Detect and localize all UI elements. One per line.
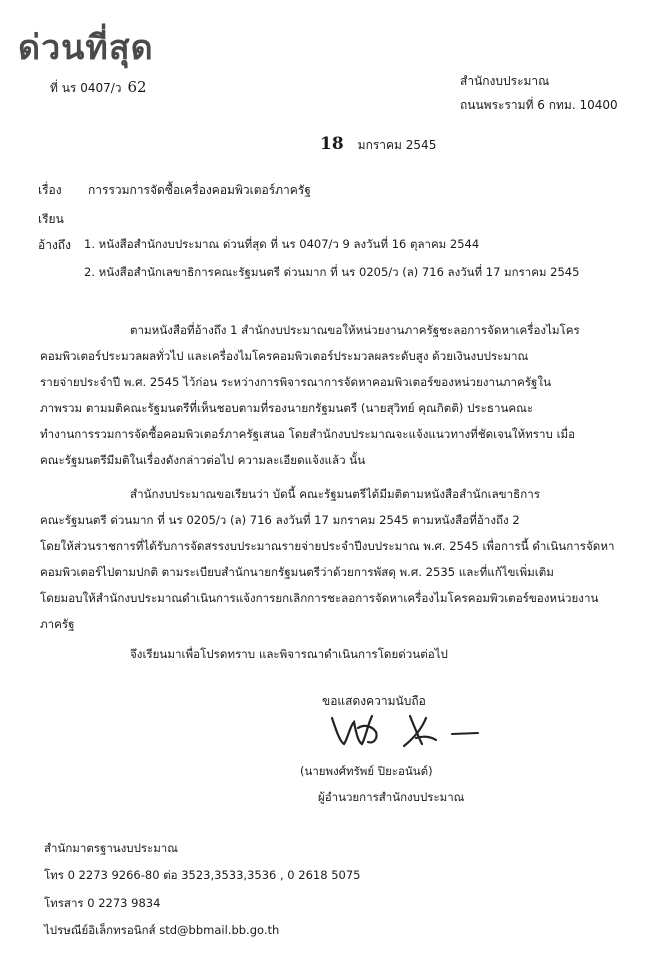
date-day: 18 — [320, 134, 344, 154]
body-para1-line-6: คณะรัฐมนตรีมีมติในเรื่องดังกล่าวต่อไป ความละเอียดแจ้งแล้ว นั้น — [40, 453, 366, 467]
references-label: อ้างถึง — [38, 238, 71, 252]
handwritten-signature — [318, 708, 488, 752]
subject-label: เรื่อง — [38, 183, 62, 197]
letter-date — [320, 134, 436, 155]
footer-fax: โทรสาร 0 2273 9834 — [44, 896, 161, 910]
body-para1-line-3: รายจ่ายประจำปี พ.ศ. 2545 ไว้ก่อน ระหว่างการพิจารณาการจัดหาคอมพิวเตอร์ของหน่วยงานภาครัฐใน — [40, 375, 552, 389]
reference-handwritten-number: 62 — [127, 78, 147, 96]
footer-phone: โทร 0 2273 9266-80 ต่อ 3523,3533,3536 , 0 2618 5075 — [44, 868, 361, 882]
reference-item-2: 2. หนังสือสำนักเลขาธิการคณะรัฐมนตรี ด่วนมาก ที่ นร 0205/ว (ล) 716 ลงวันที่ 17 มกราคม 2545 — [84, 265, 580, 279]
body-para2-line-4: คอมพิวเตอร์ไปตามปกติ ตามระเบียบสำนักนายกรัฐมนตรีว่าด้วยการพัสดุ พ.ศ. 2535 และที่แก้ไขเพิ่มเติม — [40, 565, 554, 579]
body-para3: จึงเรียนมาเพื่อโปรดทราบ และพิจารณาดำเนินการโดยด่วนต่อไป — [130, 647, 448, 661]
body-para2-line-6: ภาครัฐ — [40, 617, 75, 631]
reference-prefix: ที่ นร 0407/ว — [50, 81, 122, 95]
body-para2-line-2: คณะรัฐมนตรี ด่วนมาก ที่ นร 0205/ว (ล) 716 ลงวันที่ 17 มกราคม 2545 ตามหนังสือที่อ้างถึง 2 — [40, 513, 520, 527]
urgent-stamp: ด่วนที่สุด — [18, 28, 154, 68]
footer-email: ไปรษณีย์อิเล็กทรอนิกส์ std@bbmail.bb.go.th — [44, 923, 280, 937]
body-para2-line-5: โดยมอบให้สำนักงบประมาณดำเนินการแจ้งการยกเลิกการชะลอการจัดหาเครื่องไมโครคอมพิวเตอร์ของหน่วยงาน — [40, 591, 599, 605]
body-para1-line-4: ภาพรวม ตามมติคณะรัฐมนตรีที่เห็นชอบตามที่รองนายกรัฐมนตรี (นายสุวิทย์ คุณกิตติ) ประธานคณะ — [40, 401, 534, 415]
closing-phrase: ขอแสดงความนับถือ — [322, 694, 426, 708]
recipient-label: เรียน — [38, 212, 64, 226]
body-para2-line-3: โดยให้ส่วนราชการที่ได้รับการจัดสรรงบประมาณรายจ่ายประจำปีงบประมาณ พ.ศ. 2545 เพื่อการนี้ ดำเนินการจัดหา — [40, 539, 615, 553]
signer-title: ผู้อำนวยการสำนักงบประมาณ — [318, 790, 465, 804]
body-para1-line-5: ทำงานการรวมการจัดซื้อคอมพิวเตอร์ภาครัฐเสนอ โดยสำนักงบประมาณจะแจ้งแนวทางที่ชัดเจนให้ทราบ เมื่อ — [40, 427, 576, 441]
footer-unit: สำนักมาตรฐานงบประมาณ — [44, 841, 178, 855]
subject-text: การรวมการจัดซื้อเครื่องคอมพิวเตอร์ภาครัฐ — [88, 183, 311, 197]
reference-item-1: 1. หนังสือสำนักงบประมาณ ด่วนที่สุด ที่ นร 0407/ว 9 ลงวันที่ 16 ตุลาคม 2544 — [84, 237, 480, 251]
signer-name: (นายพงศ์ทรัพย์ ปิยะอนันต์) — [300, 764, 433, 778]
body-para1-line-2: คอมพิวเตอร์ประมวลผลทั่วไป และเครื่องไมโครคอมพิวเตอร์ประมวลผลระดับสูง ด้วยเงินงบประมาณ — [40, 349, 529, 363]
sender-office: สำนักงบประมาณ — [460, 74, 550, 88]
sender-address: ถนนพระรามที่ 6 กทม. 10400 — [460, 98, 618, 112]
body-para2-line-1: สำนักงบประมาณขอเรียนว่า บัดนี้ คณะรัฐมนตรีได้มีมติตามหนังสือสำนักเลขาธิการ — [130, 487, 540, 501]
body-para1-line-1: ตามหนังสือที่อ้างถึง 1 สำนักงบประมาณขอให้หน่วยงานภาครัฐชะลอการจัดหาเครื่องไมโคร — [130, 323, 580, 337]
reference-number — [50, 78, 147, 98]
date-month-year: มกราคม 2545 — [357, 138, 437, 152]
